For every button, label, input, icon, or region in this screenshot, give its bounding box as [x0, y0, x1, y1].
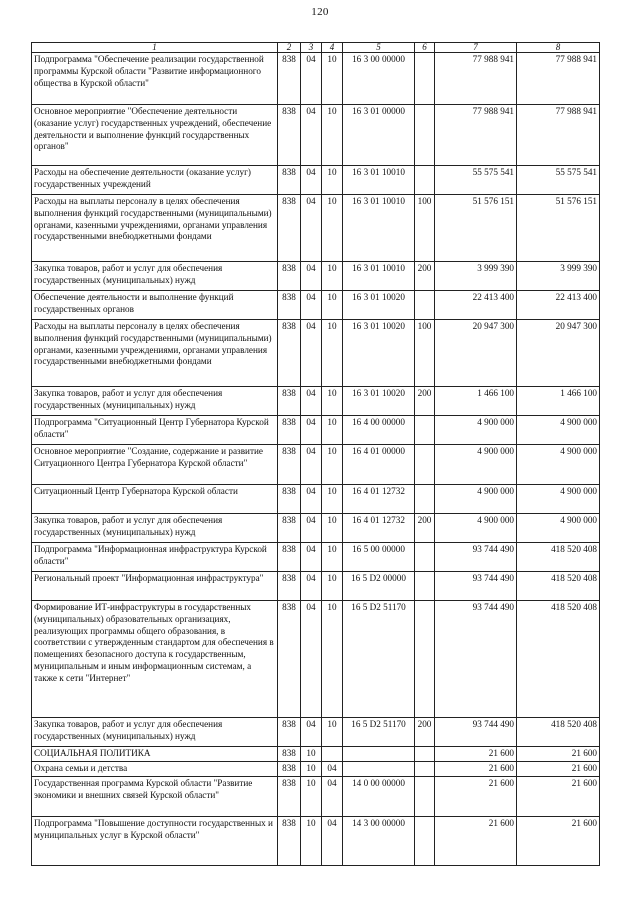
cell-section: 04	[301, 320, 322, 387]
cell-name: СОЦИАЛЬНАЯ ПОЛИТИКА	[32, 747, 278, 762]
table-row	[32, 817, 600, 866]
cell-target	[343, 747, 415, 762]
table-row	[32, 387, 600, 416]
cell-amount-2: 21 600	[517, 762, 600, 777]
table-row	[32, 166, 600, 195]
cell-name: Расходы на обеспечение деятельности (оказание услуг) государственных учреждений	[32, 166, 278, 195]
cell-ministry: 838	[278, 387, 301, 416]
column-header-section: 3	[301, 43, 322, 53]
cell-name: Закупка товаров, работ и услуг для обеспечения государственных (муниципальных) нужд	[32, 514, 278, 543]
cell-amount-2: 418 520 408	[517, 543, 600, 572]
cell-expense-type: 200	[415, 387, 435, 416]
cell-ministry: 838	[278, 718, 301, 747]
table-row	[32, 718, 600, 747]
cell-target: 16 3 01 10010	[343, 262, 415, 291]
cell-section: 04	[301, 195, 322, 262]
cell-amount-2: 418 520 408	[517, 572, 600, 601]
cell-amount-2: 55 575 541	[517, 166, 600, 195]
cell-amount-2: 1 466 100	[517, 387, 600, 416]
cell-target: 16 4 01 12732	[343, 514, 415, 543]
cell-name: Охрана семьи и детства	[32, 762, 278, 777]
cell-ministry: 838	[278, 320, 301, 387]
cell-name: Ситуационный Центр Губернатора Курской области	[32, 485, 278, 514]
column-numbers-row	[32, 43, 600, 53]
cell-expense-type	[415, 747, 435, 762]
cell-amount-2: 21 600	[517, 777, 600, 817]
cell-subsection: 04	[322, 762, 343, 777]
cell-expense-type	[415, 572, 435, 601]
cell-amount-2: 22 413 400	[517, 291, 600, 320]
column-header-subsection: 4	[322, 43, 343, 53]
cell-amount-2: 3 999 390	[517, 262, 600, 291]
table-row	[32, 445, 600, 485]
cell-target: 16 4 01 12732	[343, 485, 415, 514]
cell-name: Основное мероприятие "Создание, содержание и развитие Ситуационного Центра Губернатора Курской области"	[32, 445, 278, 485]
cell-ministry: 838	[278, 291, 301, 320]
cell-subsection: 10	[322, 445, 343, 485]
cell-amount-2: 4 900 000	[517, 445, 600, 485]
cell-amount-1: 4 900 000	[435, 485, 517, 514]
cell-target: 16 3 00 00000	[343, 53, 415, 105]
cell-subsection: 10	[322, 105, 343, 166]
table-row	[32, 53, 600, 105]
cell-subsection: 10	[322, 514, 343, 543]
cell-section: 04	[301, 53, 322, 105]
cell-subsection: 10	[322, 572, 343, 601]
cell-section: 10	[301, 777, 322, 817]
cell-subsection: 10	[322, 543, 343, 572]
cell-section: 04	[301, 718, 322, 747]
cell-name: Региональный проект "Информационная инфраструктура"	[32, 572, 278, 601]
cell-ministry: 838	[278, 817, 301, 866]
cell-section: 04	[301, 514, 322, 543]
cell-amount-2: 21 600	[517, 817, 600, 866]
cell-expense-type	[415, 777, 435, 817]
cell-expense-type	[415, 166, 435, 195]
cell-amount-1: 93 744 490	[435, 543, 517, 572]
cell-section: 04	[301, 543, 322, 572]
cell-expense-type: 200	[415, 514, 435, 543]
cell-name: Формирование ИТ-инфраструктуры в государственных (муниципальных) образовательных организациях, реализующих программы общего образования, в соответствии с утвержденным стандартом для обеспечения в помещениях безопасного доступа к государственным, муниципальным и иным информационным системам, а также к сети "Интернет"	[32, 601, 278, 718]
cell-target: 16 5 D2 51170	[343, 718, 415, 747]
page-number: 120	[311, 6, 329, 18]
cell-section: 10	[301, 747, 322, 762]
cell-amount-2: 51 576 151	[517, 195, 600, 262]
cell-subsection	[322, 747, 343, 762]
table-row	[32, 262, 600, 291]
cell-subsection: 10	[322, 166, 343, 195]
cell-section: 04	[301, 166, 322, 195]
cell-amount-1: 55 575 541	[435, 166, 517, 195]
cell-name: Подпрограмма "Обеспечение реализации государственной программы Курской области "Развитие информационного общества в Курской области"	[32, 53, 278, 105]
cell-amount-1: 93 744 490	[435, 601, 517, 718]
cell-expense-type: 100	[415, 320, 435, 387]
cell-amount-1: 51 576 151	[435, 195, 517, 262]
table-row	[32, 543, 600, 572]
column-header-expense-type: 6	[415, 43, 435, 53]
cell-expense-type	[415, 485, 435, 514]
cell-name: Государственная программа Курской области "Развитие экономики и внешних связей Курской области"	[32, 777, 278, 817]
budget-table	[31, 42, 600, 866]
cell-section: 04	[301, 485, 322, 514]
cell-amount-1: 21 600	[435, 777, 517, 817]
cell-section: 04	[301, 262, 322, 291]
cell-target: 16 4 01 00000	[343, 445, 415, 485]
table-row	[32, 320, 600, 387]
cell-ministry: 838	[278, 777, 301, 817]
table-row	[32, 485, 600, 514]
cell-expense-type	[415, 445, 435, 485]
cell-section: 04	[301, 387, 322, 416]
cell-amount-2: 77 988 941	[517, 105, 600, 166]
cell-ministry: 838	[278, 53, 301, 105]
table-body	[32, 43, 600, 866]
cell-ministry: 838	[278, 762, 301, 777]
cell-ministry: 838	[278, 572, 301, 601]
cell-amount-1: 22 413 400	[435, 291, 517, 320]
column-header-amount-1: 7	[435, 43, 517, 53]
cell-amount-2: 4 900 000	[517, 514, 600, 543]
cell-name: Обеспечение деятельности и выполнение функций государственных органов	[32, 291, 278, 320]
cell-section: 04	[301, 291, 322, 320]
cell-amount-2: 418 520 408	[517, 718, 600, 747]
table-row	[32, 747, 600, 762]
cell-target: 16 4 00 00000	[343, 416, 415, 445]
column-header-name: 1	[32, 43, 278, 53]
cell-subsection: 10	[322, 291, 343, 320]
cell-target: 16 3 01 10010	[343, 166, 415, 195]
cell-subsection: 10	[322, 387, 343, 416]
cell-section: 04	[301, 601, 322, 718]
cell-section: 10	[301, 762, 322, 777]
cell-amount-2: 20 947 300	[517, 320, 600, 387]
cell-amount-1: 4 900 000	[435, 514, 517, 543]
cell-subsection: 10	[322, 262, 343, 291]
cell-name: Закупка товаров, работ и услуг для обеспечения государственных (муниципальных) нужд	[32, 387, 278, 416]
cell-name: Закупка товаров, работ и услуг для обеспечения государственных (муниципальных) нужд	[32, 718, 278, 747]
cell-amount-1: 21 600	[435, 747, 517, 762]
cell-ministry: 838	[278, 485, 301, 514]
cell-expense-type: 200	[415, 718, 435, 747]
cell-name: Расходы на выплаты персоналу в целях обеспечения выполнения функций государственными (муниципальными) органами, казенными учреждениями, органами управления государственными внебюджетными фондами	[32, 195, 278, 262]
cell-target: 14 3 00 00000	[343, 817, 415, 866]
cell-ministry: 838	[278, 416, 301, 445]
cell-target: 16 5 D2 00000	[343, 572, 415, 601]
cell-amount-1: 4 900 000	[435, 416, 517, 445]
cell-amount-1: 3 999 390	[435, 262, 517, 291]
cell-ministry: 838	[278, 543, 301, 572]
table-row	[32, 601, 600, 718]
cell-amount-1: 21 600	[435, 762, 517, 777]
cell-amount-1: 77 988 941	[435, 53, 517, 105]
cell-ministry: 838	[278, 514, 301, 543]
cell-expense-type	[415, 817, 435, 866]
column-header-target: 5	[343, 43, 415, 53]
cell-section: 04	[301, 445, 322, 485]
cell-subsection: 10	[322, 416, 343, 445]
cell-name: Подпрограмма "Информационная инфраструктура Курской области"	[32, 543, 278, 572]
cell-ministry: 838	[278, 105, 301, 166]
cell-amount-1: 4 900 000	[435, 445, 517, 485]
cell-subsection: 10	[322, 485, 343, 514]
cell-name: Закупка товаров, работ и услуг для обеспечения государственных (муниципальных) нужд	[32, 262, 278, 291]
table-row	[32, 195, 600, 262]
cell-expense-type	[415, 105, 435, 166]
cell-expense-type: 100	[415, 195, 435, 262]
cell-subsection: 10	[322, 718, 343, 747]
cell-name: Подпрограмма "Повышение доступности государственных и муниципальных услуг в Курской области"	[32, 817, 278, 866]
cell-section: 04	[301, 105, 322, 166]
column-header-amount-2: 8	[517, 43, 600, 53]
table-row	[32, 777, 600, 817]
cell-ministry: 838	[278, 195, 301, 262]
cell-subsection: 10	[322, 320, 343, 387]
cell-amount-2: 418 520 408	[517, 601, 600, 718]
cell-target: 16 3 01 00000	[343, 105, 415, 166]
cell-target: 16 3 01 10020	[343, 291, 415, 320]
cell-expense-type: 200	[415, 262, 435, 291]
cell-expense-type	[415, 601, 435, 718]
cell-amount-2: 4 900 000	[517, 485, 600, 514]
cell-amount-2: 77 988 941	[517, 53, 600, 105]
cell-expense-type	[415, 762, 435, 777]
cell-target: 16 5 D2 51170	[343, 601, 415, 718]
cell-amount-1: 21 600	[435, 817, 517, 866]
cell-ministry: 838	[278, 262, 301, 291]
cell-ministry: 838	[278, 601, 301, 718]
column-header-ministry: 2	[278, 43, 301, 53]
cell-target: 16 3 01 10020	[343, 387, 415, 416]
cell-expense-type	[415, 416, 435, 445]
cell-target: 16 5 00 00000	[343, 543, 415, 572]
cell-name: Подпрограмма "Ситуационный Центр Губернатора Курской области"	[32, 416, 278, 445]
cell-target: 14 0 00 00000	[343, 777, 415, 817]
cell-ministry: 838	[278, 445, 301, 485]
cell-amount-1: 20 947 300	[435, 320, 517, 387]
cell-amount-1: 93 744 490	[435, 718, 517, 747]
cell-expense-type	[415, 53, 435, 105]
cell-subsection: 04	[322, 817, 343, 866]
cell-section: 04	[301, 416, 322, 445]
cell-expense-type	[415, 543, 435, 572]
cell-section: 04	[301, 572, 322, 601]
cell-ministry: 838	[278, 166, 301, 195]
cell-subsection: 04	[322, 777, 343, 817]
cell-section: 10	[301, 817, 322, 866]
table-row	[32, 514, 600, 543]
table-row	[32, 572, 600, 601]
table-row	[32, 291, 600, 320]
table-row	[32, 762, 600, 777]
cell-ministry: 838	[278, 747, 301, 762]
cell-amount-1: 1 466 100	[435, 387, 517, 416]
cell-amount-2: 4 900 000	[517, 416, 600, 445]
cell-name: Основное мероприятие "Обеспечение деятельности (оказание услуг) государственных учреждений, обеспечение деятельности и выполнение функций государственных органов"	[32, 105, 278, 166]
cell-expense-type	[415, 291, 435, 320]
cell-target	[343, 762, 415, 777]
table-row	[32, 105, 600, 166]
cell-target: 16 3 01 10020	[343, 320, 415, 387]
cell-amount-2: 21 600	[517, 747, 600, 762]
cell-subsection: 10	[322, 53, 343, 105]
cell-name: Расходы на выплаты персоналу в целях обеспечения выполнения функций государственными (муниципальными) органами, казенными учреждениями, органами управления государственными внебюджетными фондами	[32, 320, 278, 387]
table-row	[32, 416, 600, 445]
cell-amount-1: 77 988 941	[435, 105, 517, 166]
cell-subsection: 10	[322, 601, 343, 718]
cell-subsection: 10	[322, 195, 343, 262]
cell-amount-1: 93 744 490	[435, 572, 517, 601]
cell-target: 16 3 01 10010	[343, 195, 415, 262]
